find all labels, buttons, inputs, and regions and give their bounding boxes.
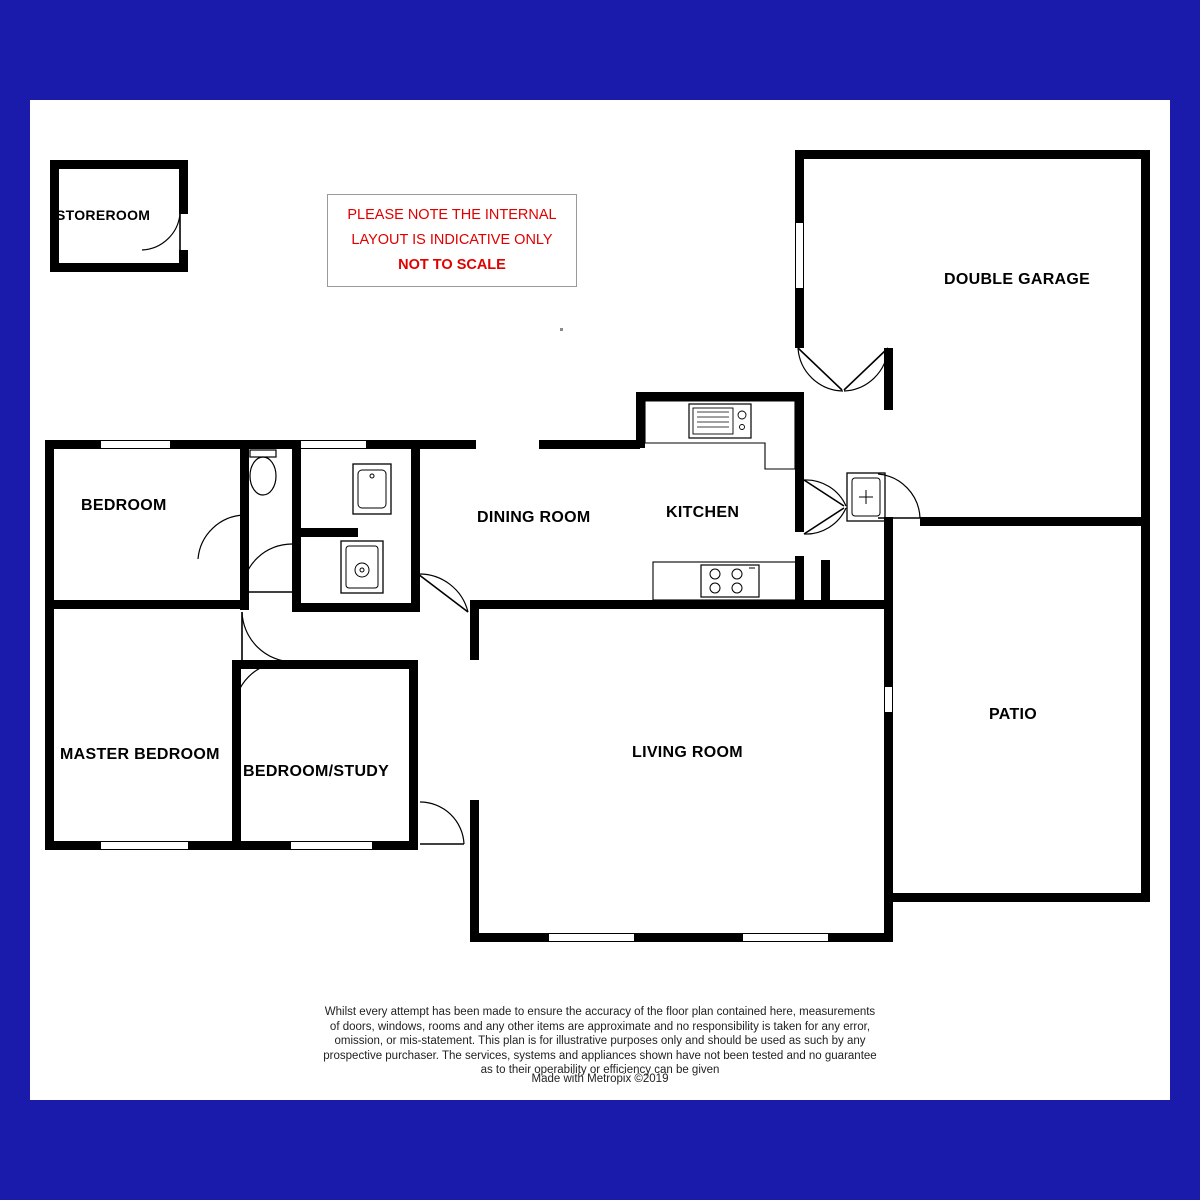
house-wall-top-e	[539, 440, 611, 449]
garage-window-left	[795, 222, 804, 290]
patio-wall-top	[920, 517, 1141, 526]
front-door	[418, 800, 474, 846]
note-line-2: LAYOUT IS INDICATIVE ONLY	[351, 232, 553, 248]
patio-wall-bottom	[893, 893, 1150, 902]
kitchen-wall-right-a	[795, 392, 804, 482]
shower-fixture	[340, 540, 388, 598]
utility-basin-fixture	[846, 472, 890, 526]
house-wall-top-b	[170, 440, 248, 449]
note-box	[327, 194, 577, 287]
hall-door-a	[238, 540, 296, 596]
note-line-3: NOT TO SCALE	[398, 257, 506, 273]
study-window	[290, 841, 374, 850]
house-wall-top-d	[366, 440, 478, 449]
storeroom-wall-top	[50, 160, 188, 169]
hall-window-top	[300, 440, 368, 449]
dining-hall-door	[416, 572, 472, 616]
room-label-patio: PATIO	[989, 706, 1038, 723]
room-label-storeroom: STOREROOM	[56, 207, 151, 223]
garage-wall-right	[1141, 150, 1150, 530]
kitchen-worktop-upper	[645, 401, 795, 471]
house-opening-top	[476, 440, 541, 449]
kitchen-wall-stub	[821, 560, 830, 604]
disclaimer-line-4: prospective purchaser. The services, systems and appliances shown have not been tested and no guarantee	[323, 1049, 877, 1062]
bedroom-window-top	[100, 440, 172, 449]
storeroom-wall-right-upper	[179, 160, 188, 214]
house-wall-left	[45, 440, 54, 850]
disclaimer-line-3: omission, or mis-statement. This plan is for illustrative purposes only and should be used as such by any	[334, 1035, 866, 1047]
bedroom-wall-bottom	[45, 600, 241, 609]
patio-wall-right	[1141, 517, 1150, 902]
disclaimer-line-5: as to their operability or efficiency can be given	[480, 1064, 720, 1076]
room-label-dining-room: DINING ROOM	[477, 509, 591, 526]
stray-dot	[560, 328, 563, 331]
disclaimer-line-1: Whilst every attempt has been made to ensure the accuracy of the floor plan contained here, measurements	[324, 1006, 876, 1018]
kitchen-door	[800, 478, 852, 538]
kitchen-wall-left	[636, 392, 645, 448]
study-wall-right	[409, 660, 418, 810]
room-label-kitchen: KITCHEN	[666, 504, 740, 521]
master-bedroom-window	[100, 841, 190, 850]
room-label-living-room: LIVING ROOM	[632, 744, 743, 761]
living-window-bottom-2	[742, 933, 830, 942]
storeroom-wall-bottom	[50, 263, 188, 272]
made-with-credit: Made with Metropix ©2019	[531, 1073, 669, 1085]
disclaimer	[300, 1005, 900, 1078]
room-label-bedroom-study: BEDROOM/STUDY	[243, 763, 390, 780]
living-wall-right-a	[884, 600, 893, 686]
house-wall-bottom-a	[45, 841, 102, 850]
room-label-bedroom: BEDROOM	[81, 497, 167, 514]
garage-double-door	[798, 348, 890, 394]
bathroom-wall-mid	[292, 528, 358, 537]
note-line-1: PLEASE NOTE THE INTERNAL	[347, 207, 557, 223]
kitchen-worktop-lower	[653, 562, 803, 602]
garage-wall-left-b	[795, 288, 804, 348]
bath-fixture	[352, 463, 396, 519]
garage-wall-top	[795, 150, 1150, 159]
dining-kitchen-wall-a	[604, 440, 640, 449]
disclaimer-line-2: of doors, windows, rooms and any other items are approximate and no responsibility is taken for any error,	[329, 1020, 871, 1033]
living-wall-bottom-b	[634, 933, 744, 942]
garage-wall-left-a	[795, 150, 804, 222]
wc-wall-bottom	[292, 603, 420, 612]
room-label-master-bedroom: MASTER BEDROOM	[60, 746, 220, 763]
toilet-fixture	[247, 450, 283, 502]
living-window-bottom-1	[548, 933, 636, 942]
hall-door-b	[238, 608, 296, 666]
room-label-double-garage: DOUBLE GARAGE	[944, 271, 1091, 288]
study-wall-top	[232, 660, 418, 669]
living-wall-bottom-a	[470, 933, 550, 942]
living-wall-right-b	[884, 712, 893, 942]
kitchen-wall-top	[636, 392, 804, 401]
